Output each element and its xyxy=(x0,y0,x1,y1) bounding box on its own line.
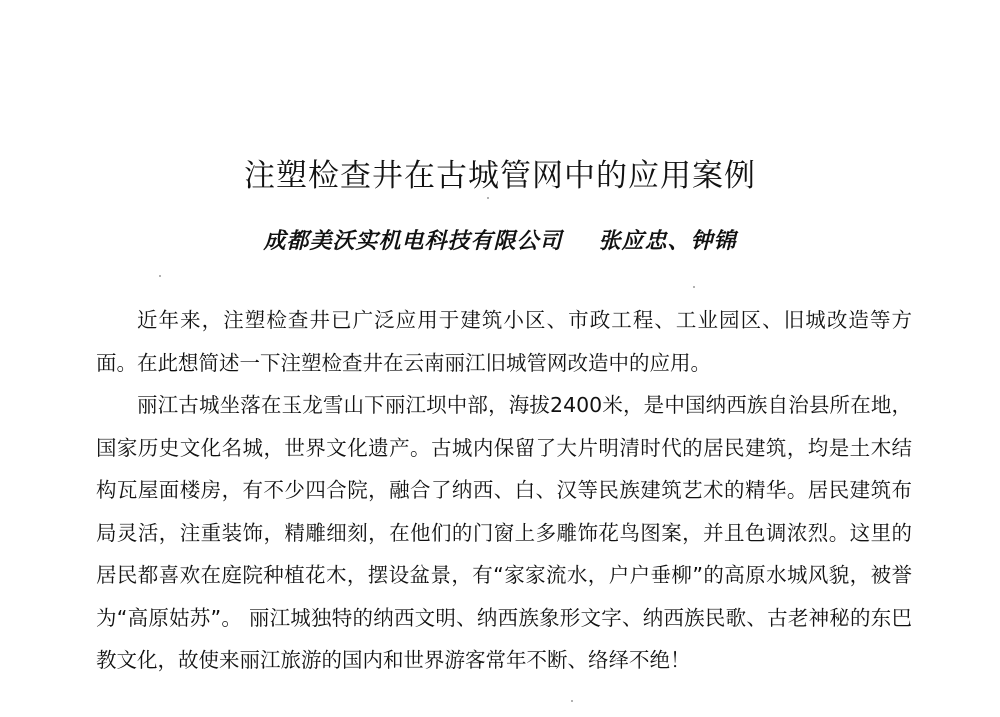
article-title: 注塑检查井在古城管网中的应用案例 xyxy=(244,158,756,194)
paragraph-intro: 近年来，注塑检查井已广泛应用于建筑小区、市政工程、工业园区、旧城改造等方面。在此想简述一下注塑检查井在云南丽江旧城管网改造中的应用。 xyxy=(96,308,912,375)
byline xyxy=(0,224,1000,255)
byline-company: 成都美沃实机电科技有限公司 xyxy=(263,229,563,254)
article-body xyxy=(96,299,912,682)
byline-authors: 张应忠、钟锦 xyxy=(598,229,737,254)
scan-speck xyxy=(159,275,161,277)
scan-speck xyxy=(571,700,573,702)
scan-speck xyxy=(693,286,695,288)
paragraph-lijiang: 丽江古城坐落在玉龙雪山下丽江坝中部，海拔2400米，是中国纳西族自治县所在地，国家历史文化名城，世界文化遗产。古城内保留了大片明清时代的居民建筑，均是土木结构瓦屋面楼房，有不少四合院，融合了纳西、白、汉等民族建筑艺术的精华。居民建筑布局灵活，注重装饰，精雕细刻，在他们的门窗上多雕饰花鸟图案，并且色调浓烈。这里的居民都喜欢在庭院种植花木，摆设盆景，有“家家流水，户户垂柳”的高原水城风貌，被誉为“高原姑苏”。 丽江城独特的纳西文明、纳西族象形文字、纳西族民歌、古老神秘的东巴教文化，故使来丽江旅游的国内和世界游客常年不断、络绎不绝！ xyxy=(96,393,912,672)
scan-speck xyxy=(487,197,489,199)
